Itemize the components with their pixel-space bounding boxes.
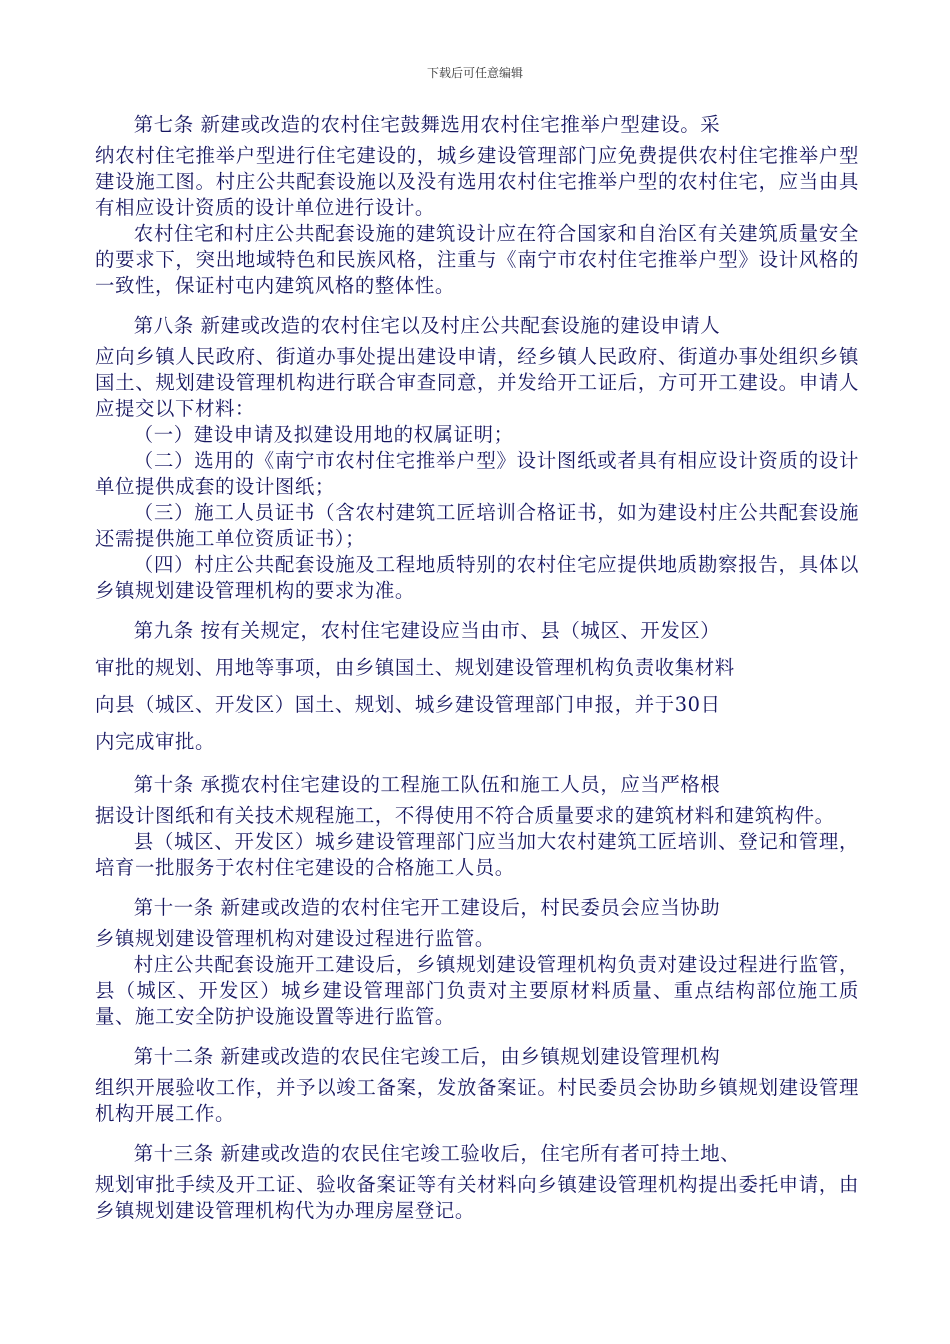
article-10-body: 据设计图纸和有关技术规程施工，不得使用不符合质量要求的建筑材料和建筑构件。 bbox=[95, 804, 835, 827]
article-13-body: 规划审批手续及开工证、验收备案证等有关材料向乡镇建设管理机构提出委托申请，由乡镇规划建设管理机构代为办理房屋登记。 bbox=[95, 1173, 859, 1222]
article-7-body: 纳农村住宅推举户型进行住宅建设的，城乡建设管理部门应免费提供农村住宅推举户型建设施工图。村庄公共配套设施以及没有选用农村住宅推举户型的农村住宅，应当由具有相应设计资质的设计单位进行设计。 bbox=[95, 144, 859, 219]
document-body bbox=[95, 104, 859, 1224]
article-9-line-3: 向县（城区、开发区）国土、规划、城乡建设管理部门申报，并于30日 bbox=[95, 693, 721, 716]
article-13-heading: 第十三条 新建或改造的农民住宅竣工验收后，住宅所有者可持土地、 bbox=[133, 1142, 741, 1165]
article-8-item-2: （二）选用的《南宁市农村住宅推举户型》设计图纸或者具有相应设计资质的设计单位提供成套的设计图纸； bbox=[95, 449, 859, 498]
article-8-item-1: （一）建设申请及拟建设用地的权属证明； bbox=[133, 423, 514, 446]
article-9-heading: 第九条 按有关规定，农村住宅建设应当由市、县（城区、开发区） bbox=[133, 619, 721, 642]
article-12-body: 组织开展验收工作，并予以竣工备案，发放备案证。村民委员会协助乡镇规划建设管理机构开展工作。 bbox=[95, 1076, 859, 1125]
article-8-heading: 第八条 新建或改造的农村住宅以及村庄公共配套设施的建设申请人 bbox=[133, 314, 721, 337]
article-8-item-4: （四）村庄公共配套设施及工程地质特别的农村住宅应提供地质勘察报告，具体以乡镇规划建设管理机构的要求为准。 bbox=[95, 553, 859, 602]
article-7-heading: 第七条 新建或改造的农村住宅鼓舞选用农村住宅推举户型建设。采 bbox=[133, 113, 721, 136]
article-11-paragraph-2: 村庄公共配套设施开工建设后，乡镇规划建设管理机构负责对建设过程进行监管，县（城区、开发区）城乡建设管理部门负责对主要原材料质量、重点结构部位施工质量、施工安全防护设施设置等进行监管。 bbox=[95, 953, 859, 1028]
article-8-body: 应向乡镇人民政府、街道办事处提出建设申请，经乡镇人民政府、街道办事处组织乡镇国土、规划建设管理机构进行联合审查同意，并发给开工证后，方可开工建设。申请人应提交以下材料： bbox=[95, 345, 859, 420]
article-11-body: 乡镇规划建设管理机构对建设过程进行监管。 bbox=[95, 927, 495, 950]
article-7-paragraph-2: 农村住宅和村庄公共配套设施的建筑设计应在符合国家和自治区有关建筑质量安全的要求下，突出地域特色和民族风格，注重与《南宁市农村住宅推举户型》设计风格的一致性，保证村屯内建筑风格的整体性。 bbox=[95, 222, 859, 297]
article-10-heading: 第十条 承揽农村住宅建设的工程施工队伍和施工人员，应当严格根 bbox=[133, 773, 721, 796]
article-9-line-4: 内完成审批。 bbox=[95, 730, 215, 753]
page-header: 下载后可任意编辑 bbox=[426, 66, 523, 80]
article-9-line-2: 审批的规划、用地等事项，由乡镇国土、规划建设管理机构负责收集材料 bbox=[95, 656, 735, 679]
article-11-heading: 第十一条 新建或改造的农村住宅开工建设后，村民委员会应当协助 bbox=[133, 896, 721, 919]
article-12-heading: 第十二条 新建或改造的农民住宅竣工后，由乡镇规划建设管理机构 bbox=[133, 1045, 721, 1068]
article-10-paragraph-2: 县（城区、开发区）城乡建设管理部门应当加大农村建筑工匠培训、登记和管理，培育一批服务于农村住宅建设的合格施工人员。 bbox=[95, 830, 859, 879]
article-8-item-3: （三）施工人员证书（含农村建筑工匠培训合格证书，如为建设村庄公共配套设施还需提供施工单位资质证书）； bbox=[95, 501, 859, 550]
